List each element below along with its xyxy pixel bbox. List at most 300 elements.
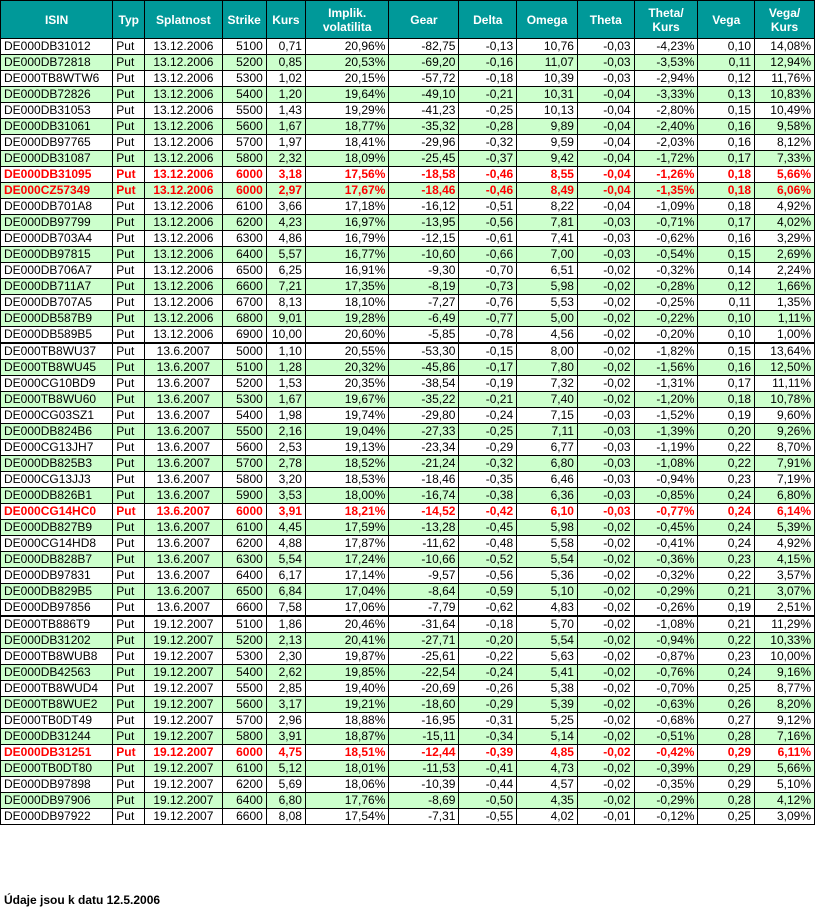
cell-gear: -13,28 — [389, 520, 459, 536]
header-splatnost: Splatnost — [145, 1, 222, 39]
cell-implied-volatility: 18,09% — [305, 151, 388, 167]
cell-vega-kurs: 5,66% — [755, 761, 815, 777]
cell-theta-kurs: -0,28% — [634, 279, 698, 295]
cell-implied-volatility: 20,41% — [305, 633, 388, 649]
table-row — [1, 649, 815, 665]
cell-delta: -0,26 — [459, 681, 517, 697]
cell-strike: 5200 — [222, 55, 266, 71]
cell-strike: 5800 — [222, 472, 266, 488]
cell-delta: -0,46 — [459, 183, 517, 199]
cell-theta-kurs: -0,85% — [634, 488, 698, 504]
cell-kurs: 6,80 — [266, 793, 305, 809]
cell-vega-kurs: 10,49% — [755, 103, 815, 119]
cell-splatnost: 13.12.2006 — [145, 167, 222, 183]
cell-omega: 5,41 — [517, 665, 578, 681]
cell-gear: -35,32 — [389, 119, 459, 135]
header-gear: Gear — [389, 1, 459, 39]
cell-typ: Put — [113, 263, 145, 279]
cell-kurs: 7,21 — [266, 279, 305, 295]
cell-typ: Put — [113, 729, 145, 745]
cell-isin: DE000DB826B1 — [1, 488, 113, 504]
cell-vega-kurs: 8,12% — [755, 135, 815, 151]
cell-vega-kurs: 14,08% — [755, 39, 815, 55]
cell-kurs: 2,16 — [266, 424, 305, 440]
cell-gear: -16,12 — [389, 199, 459, 215]
cell-theta: -0,02 — [577, 279, 634, 295]
cell-gear: -27,33 — [389, 424, 459, 440]
cell-typ: Put — [113, 697, 145, 713]
cell-implied-volatility: 18,41% — [305, 135, 388, 151]
cell-omega: 6,77 — [517, 440, 578, 456]
cell-isin: DE000DB829B5 — [1, 584, 113, 600]
cell-gear: -25,61 — [389, 649, 459, 665]
cell-vega: 0,28 — [698, 793, 755, 809]
cell-delta: -0,55 — [459, 809, 517, 825]
cell-kurs: 2,53 — [266, 440, 305, 456]
cell-theta: -0,03 — [577, 440, 634, 456]
table-row — [1, 616, 815, 633]
table-row — [1, 327, 815, 344]
cell-vega-kurs: 1,00% — [755, 327, 815, 344]
cell-typ: Put — [113, 777, 145, 793]
cell-typ: Put — [113, 231, 145, 247]
table-row — [1, 151, 815, 167]
cell-splatnost: 13.6.2007 — [145, 504, 222, 520]
cell-typ: Put — [113, 552, 145, 568]
table-row — [1, 697, 815, 713]
cell-delta: -0,16 — [459, 55, 517, 71]
cell-splatnost: 13.6.2007 — [145, 440, 222, 456]
cell-isin: DE000DB31061 — [1, 119, 113, 135]
cell-omega: 9,89 — [517, 119, 578, 135]
cell-gear: -14,52 — [389, 504, 459, 520]
cell-vega: 0,21 — [698, 584, 755, 600]
table-row — [1, 295, 815, 311]
cell-theta-kurs: -0,26% — [634, 600, 698, 617]
cell-kurs: 2,78 — [266, 456, 305, 472]
cell-theta: -0,04 — [577, 151, 634, 167]
cell-theta-kurs: -1,09% — [634, 199, 698, 215]
table-row — [1, 600, 815, 617]
cell-delta: -0,41 — [459, 761, 517, 777]
cell-strike: 6100 — [222, 199, 266, 215]
cell-typ: Put — [113, 87, 145, 103]
cell-splatnost: 19.12.2007 — [145, 793, 222, 809]
cell-omega: 7,32 — [517, 376, 578, 392]
cell-gear: -49,10 — [389, 87, 459, 103]
cell-kurs: 0,71 — [266, 39, 305, 55]
cell-gear: -11,53 — [389, 761, 459, 777]
cell-theta-kurs: -0,25% — [634, 295, 698, 311]
cell-vega: 0,10 — [698, 39, 755, 55]
table-row — [1, 215, 815, 231]
cell-theta: -0,02 — [577, 360, 634, 376]
cell-gear: -10,60 — [389, 247, 459, 263]
cell-omega: 7,41 — [517, 231, 578, 247]
cell-kurs: 4,86 — [266, 231, 305, 247]
cell-strike: 5200 — [222, 633, 266, 649]
cell-theta: -0,04 — [577, 199, 634, 215]
cell-strike: 5800 — [222, 151, 266, 167]
cell-theta-kurs: -1,82% — [634, 343, 698, 360]
cell-isin: DE000DB701A8 — [1, 199, 113, 215]
cell-theta-kurs: -2,40% — [634, 119, 698, 135]
cell-theta: -0,03 — [577, 247, 634, 263]
cell-delta: -0,19 — [459, 376, 517, 392]
cell-typ: Put — [113, 424, 145, 440]
header-vega: Vega — [698, 1, 755, 39]
cell-vega: 0,22 — [698, 440, 755, 456]
cell-vega-kurs: 10,33% — [755, 633, 815, 649]
cell-typ: Put — [113, 536, 145, 552]
cell-theta-kurs: -1,35% — [634, 183, 698, 199]
cell-typ: Put — [113, 279, 145, 295]
cell-omega: 7,15 — [517, 408, 578, 424]
cell-theta: -0,02 — [577, 616, 634, 633]
cell-splatnost: 19.12.2007 — [145, 649, 222, 665]
cell-omega: 5,36 — [517, 568, 578, 584]
cell-omega: 4,56 — [517, 327, 578, 344]
cell-omega: 6,10 — [517, 504, 578, 520]
cell-gear: -18,58 — [389, 167, 459, 183]
cell-splatnost: 13.12.2006 — [145, 71, 222, 87]
cell-isin: DE000DB72818 — [1, 55, 113, 71]
cell-implied-volatility: 20,60% — [305, 327, 388, 344]
cell-vega: 0,23 — [698, 649, 755, 665]
cell-omega: 5,39 — [517, 697, 578, 713]
cell-implied-volatility: 19,85% — [305, 665, 388, 681]
cell-delta: -0,35 — [459, 472, 517, 488]
cell-strike: 5700 — [222, 135, 266, 151]
cell-kurs: 5,12 — [266, 761, 305, 777]
cell-strike: 6000 — [222, 504, 266, 520]
cell-kurs: 1,67 — [266, 392, 305, 408]
cell-theta-kurs: -0,29% — [634, 584, 698, 600]
cell-kurs: 4,75 — [266, 745, 305, 761]
cell-gear: -8,64 — [389, 584, 459, 600]
cell-kurs: 2,85 — [266, 681, 305, 697]
cell-delta: -0,29 — [459, 440, 517, 456]
cell-strike: 6000 — [222, 183, 266, 199]
cell-isin: DE000DB825B3 — [1, 456, 113, 472]
cell-vega: 0,15 — [698, 103, 755, 119]
cell-typ: Put — [113, 616, 145, 633]
cell-splatnost: 13.6.2007 — [145, 568, 222, 584]
cell-vega-kurs: 10,83% — [755, 87, 815, 103]
cell-gear: -16,95 — [389, 713, 459, 729]
cell-isin: DE000TB8WTW6 — [1, 71, 113, 87]
cell-omega: 4,57 — [517, 777, 578, 793]
cell-isin: DE000CG13JH7 — [1, 440, 113, 456]
cell-vega: 0,26 — [698, 697, 755, 713]
cell-strike: 5800 — [222, 729, 266, 745]
cell-vega-kurs: 3,57% — [755, 568, 815, 584]
cell-isin: DE000DB31053 — [1, 103, 113, 119]
cell-delta: -0,38 — [459, 488, 517, 504]
cell-delta: -0,13 — [459, 39, 517, 55]
cell-vega-kurs: 11,11% — [755, 376, 815, 392]
cell-theta-kurs: -0,77% — [634, 504, 698, 520]
cell-gear: -18,46 — [389, 472, 459, 488]
cell-gear: -5,85 — [389, 327, 459, 344]
cell-implied-volatility: 18,88% — [305, 713, 388, 729]
cell-implied-volatility: 20,46% — [305, 616, 388, 633]
cell-strike: 5000 — [222, 343, 266, 360]
cell-kurs: 3,66 — [266, 199, 305, 215]
cell-implied-volatility: 18,06% — [305, 777, 388, 793]
cell-theta: -0,02 — [577, 552, 634, 568]
cell-omega: 9,59 — [517, 135, 578, 151]
cell-gear: -7,31 — [389, 809, 459, 825]
cell-typ: Put — [113, 311, 145, 327]
cell-strike: 5400 — [222, 87, 266, 103]
cell-typ: Put — [113, 135, 145, 151]
cell-delta: -0,73 — [459, 279, 517, 295]
header-strike: Strike — [222, 1, 266, 39]
cell-vega: 0,10 — [698, 327, 755, 344]
cell-theta: -0,03 — [577, 424, 634, 440]
cell-gear: -25,45 — [389, 151, 459, 167]
data-date-note: Údaje jsou k datu 12.5.2006 — [4, 893, 161, 907]
cell-isin: DE000TB8WUE2 — [1, 697, 113, 713]
cell-theta-kurs: -0,32% — [634, 568, 698, 584]
cell-vega-kurs: 8,77% — [755, 681, 815, 697]
table-row — [1, 440, 815, 456]
cell-vega-kurs: 6,11% — [755, 745, 815, 761]
cell-implied-volatility: 18,87% — [305, 729, 388, 745]
cell-isin: DE000DB97898 — [1, 777, 113, 793]
cell-strike: 6600 — [222, 279, 266, 295]
cell-isin: DE000TB8WU45 — [1, 360, 113, 376]
cell-splatnost: 13.12.2006 — [145, 135, 222, 151]
cell-implied-volatility: 20,15% — [305, 71, 388, 87]
cell-delta: -0,44 — [459, 777, 517, 793]
cell-gear: -23,34 — [389, 440, 459, 456]
header-typ: Typ — [113, 1, 145, 39]
cell-isin: DE000TB8WU37 — [1, 343, 113, 360]
cell-isin: DE000TB8WUB8 — [1, 649, 113, 665]
table-row — [1, 119, 815, 135]
cell-isin: DE000DB42563 — [1, 665, 113, 681]
cell-delta: -0,51 — [459, 199, 517, 215]
cell-omega: 4,35 — [517, 793, 578, 809]
cell-omega: 5,98 — [517, 279, 578, 295]
cell-typ: Put — [113, 215, 145, 231]
cell-isin: DE000DB31012 — [1, 39, 113, 55]
cell-isin: DE000CG03SZ1 — [1, 408, 113, 424]
cell-theta-kurs: -1,52% — [634, 408, 698, 424]
cell-vega: 0,24 — [698, 504, 755, 520]
cell-theta-kurs: -0,36% — [634, 552, 698, 568]
cell-vega-kurs: 3,09% — [755, 809, 815, 825]
cell-omega: 5,54 — [517, 633, 578, 649]
cell-vega: 0,11 — [698, 295, 755, 311]
cell-splatnost: 13.12.2006 — [145, 199, 222, 215]
cell-strike: 5600 — [222, 697, 266, 713]
cell-splatnost: 13.12.2006 — [145, 327, 222, 344]
cell-gear: -18,60 — [389, 697, 459, 713]
cell-vega: 0,16 — [698, 360, 755, 376]
cell-implied-volatility: 17,24% — [305, 552, 388, 568]
table-row — [1, 183, 815, 199]
cell-implied-volatility: 17,87% — [305, 536, 388, 552]
header-delta: Delta — [459, 1, 517, 39]
cell-vega-kurs: 8,20% — [755, 697, 815, 713]
cell-theta: -0,02 — [577, 761, 634, 777]
cell-typ: Put — [113, 568, 145, 584]
cell-theta: -0,02 — [577, 793, 634, 809]
cell-isin: DE000DB97815 — [1, 247, 113, 263]
cell-splatnost: 13.6.2007 — [145, 408, 222, 424]
cell-vega-kurs: 6,14% — [755, 504, 815, 520]
cell-theta: -0,03 — [577, 456, 634, 472]
table-row — [1, 488, 815, 504]
cell-theta: -0,04 — [577, 103, 634, 119]
cell-kurs: 3,91 — [266, 504, 305, 520]
cell-typ: Put — [113, 199, 145, 215]
cell-theta-kurs: -2,94% — [634, 71, 698, 87]
cell-vega: 0,29 — [698, 777, 755, 793]
cell-vega: 0,15 — [698, 247, 755, 263]
cell-strike: 5900 — [222, 488, 266, 504]
cell-kurs: 1,28 — [266, 360, 305, 376]
cell-kurs: 3,20 — [266, 472, 305, 488]
cell-strike: 5500 — [222, 424, 266, 440]
cell-implied-volatility: 16,91% — [305, 263, 388, 279]
cell-gear: -8,19 — [389, 279, 459, 295]
cell-vega-kurs: 1,66% — [755, 279, 815, 295]
cell-implied-volatility: 19,67% — [305, 392, 388, 408]
cell-splatnost: 19.12.2007 — [145, 665, 222, 681]
cell-theta-kurs: -0,51% — [634, 729, 698, 745]
cell-kurs: 1,86 — [266, 616, 305, 633]
cell-kurs: 3,18 — [266, 167, 305, 183]
cell-omega: 7,11 — [517, 424, 578, 440]
cell-isin: DE000CZ57349 — [1, 183, 113, 199]
cell-gear: -10,39 — [389, 777, 459, 793]
cell-kurs: 3,53 — [266, 488, 305, 504]
cell-delta: -0,21 — [459, 392, 517, 408]
cell-strike: 5600 — [222, 440, 266, 456]
cell-vega-kurs: 2,24% — [755, 263, 815, 279]
cell-omega: 5,58 — [517, 536, 578, 552]
cell-delta: -0,62 — [459, 600, 517, 617]
cell-theta-kurs: -1,31% — [634, 376, 698, 392]
cell-theta: -0,02 — [577, 520, 634, 536]
cell-delta: -0,46 — [459, 167, 517, 183]
cell-kurs: 3,91 — [266, 729, 305, 745]
cell-strike: 6600 — [222, 600, 266, 617]
cell-splatnost: 13.12.2006 — [145, 87, 222, 103]
cell-vega-kurs: 9,26% — [755, 424, 815, 440]
cell-kurs: 5,54 — [266, 552, 305, 568]
cell-isin: DE000TB0DT49 — [1, 713, 113, 729]
cell-vega: 0,24 — [698, 536, 755, 552]
cell-delta: -0,61 — [459, 231, 517, 247]
table-row — [1, 777, 815, 793]
cell-theta: -0,02 — [577, 745, 634, 761]
cell-kurs: 2,13 — [266, 633, 305, 649]
cell-gear: -69,20 — [389, 55, 459, 71]
cell-splatnost: 13.12.2006 — [145, 55, 222, 71]
cell-vega-kurs: 4,15% — [755, 552, 815, 568]
cell-implied-volatility: 18,51% — [305, 745, 388, 761]
cell-typ: Put — [113, 55, 145, 71]
cell-implied-volatility: 17,59% — [305, 520, 388, 536]
cell-vega: 0,11 — [698, 55, 755, 71]
cell-theta: -0,03 — [577, 472, 634, 488]
cell-gear: -7,27 — [389, 295, 459, 311]
cell-strike: 5400 — [222, 665, 266, 681]
cell-theta: -0,03 — [577, 215, 634, 231]
cell-splatnost: 19.12.2007 — [145, 697, 222, 713]
cell-theta-kurs: -0,20% — [634, 327, 698, 344]
cell-strike: 6400 — [222, 568, 266, 584]
cell-kurs: 4,23 — [266, 215, 305, 231]
cell-strike: 5100 — [222, 39, 266, 55]
cell-theta: -0,03 — [577, 504, 634, 520]
cell-vega-kurs: 4,02% — [755, 215, 815, 231]
cell-gear: -12,44 — [389, 745, 459, 761]
cell-strike: 6400 — [222, 793, 266, 809]
cell-splatnost: 13.6.2007 — [145, 488, 222, 504]
header-theta-kurs: Theta/ Kurs — [634, 1, 698, 39]
table-row — [1, 568, 815, 584]
cell-delta: -0,66 — [459, 247, 517, 263]
cell-theta-kurs: -0,29% — [634, 793, 698, 809]
cell-implied-volatility: 16,79% — [305, 231, 388, 247]
cell-vega: 0,22 — [698, 633, 755, 649]
cell-implied-volatility: 19,21% — [305, 697, 388, 713]
cell-isin: DE000CG10BD9 — [1, 376, 113, 392]
cell-typ: Put — [113, 472, 145, 488]
table-row — [1, 536, 815, 552]
cell-typ: Put — [113, 745, 145, 761]
cell-typ: Put — [113, 183, 145, 199]
header-row — [1, 1, 815, 39]
cell-omega: 8,22 — [517, 199, 578, 215]
cell-kurs: 2,97 — [266, 183, 305, 199]
cell-isin: DE000DB97906 — [1, 793, 113, 809]
cell-typ: Put — [113, 665, 145, 681]
cell-gear: -16,74 — [389, 488, 459, 504]
table-row — [1, 103, 815, 119]
cell-implied-volatility: 17,35% — [305, 279, 388, 295]
cell-vega: 0,19 — [698, 600, 755, 617]
cell-strike: 6200 — [222, 777, 266, 793]
cell-theta: -0,03 — [577, 488, 634, 504]
cell-kurs: 2,62 — [266, 665, 305, 681]
cell-implied-volatility: 19,87% — [305, 649, 388, 665]
cell-vega-kurs: 7,33% — [755, 151, 815, 167]
cell-vega: 0,19 — [698, 408, 755, 424]
cell-delta: -0,28 — [459, 119, 517, 135]
cell-strike: 5200 — [222, 376, 266, 392]
cell-delta: -0,15 — [459, 343, 517, 360]
table-row — [1, 167, 815, 183]
cell-splatnost: 13.6.2007 — [145, 584, 222, 600]
cell-isin: DE000DB72826 — [1, 87, 113, 103]
cell-implied-volatility: 18,21% — [305, 504, 388, 520]
cell-strike: 5400 — [222, 408, 266, 424]
cell-omega: 4,73 — [517, 761, 578, 777]
table-row — [1, 199, 815, 215]
cell-gear: -7,79 — [389, 600, 459, 617]
cell-implied-volatility: 20,55% — [305, 343, 388, 360]
cell-vega-kurs: 6,06% — [755, 183, 815, 199]
cell-gear: -27,71 — [389, 633, 459, 649]
cell-implied-volatility: 18,77% — [305, 119, 388, 135]
